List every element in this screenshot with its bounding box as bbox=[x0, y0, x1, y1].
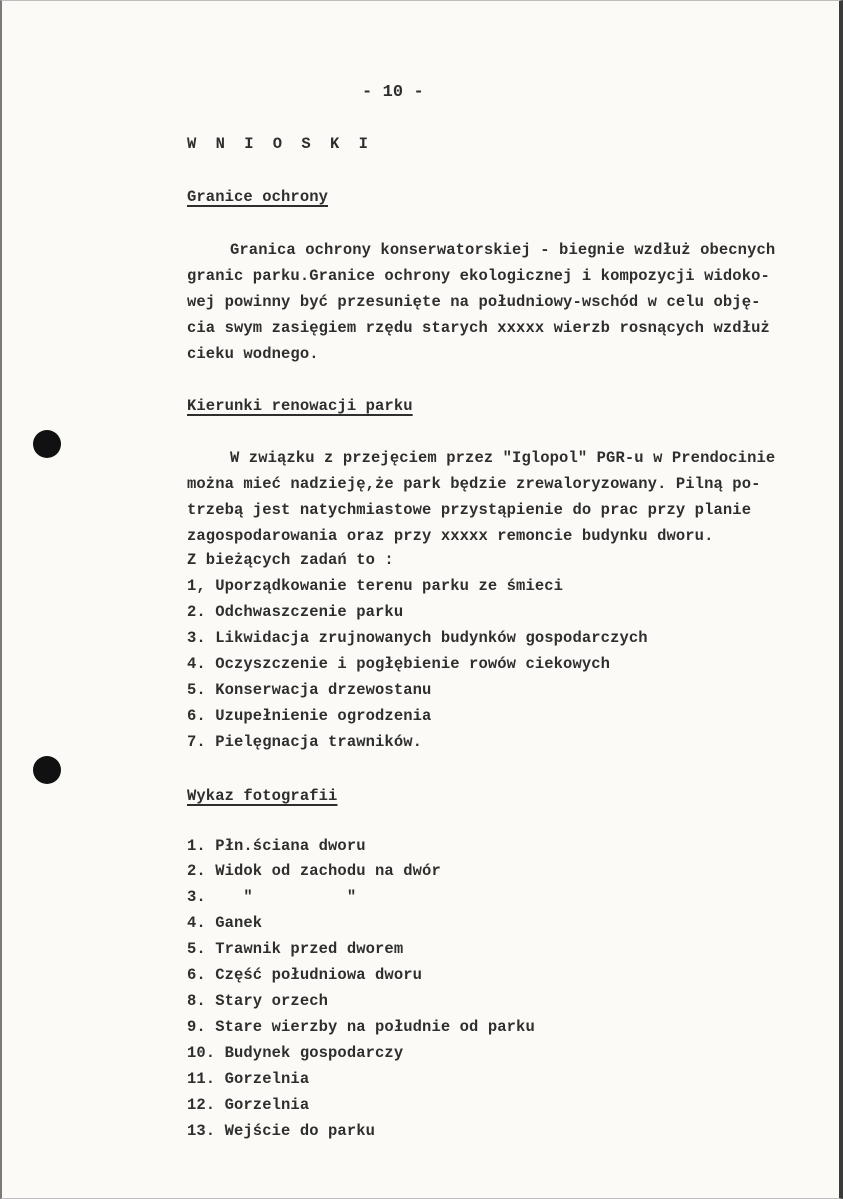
photo-list-item: 9. Stare wierzby na południe od parku bbox=[187, 1018, 535, 1036]
photo-list-item: 4. Ganek bbox=[187, 914, 263, 932]
photo-list-item: 2. Widok od zachodu na dwór bbox=[187, 862, 441, 880]
section-heading-fotografie: Wykaz fotografii bbox=[187, 787, 338, 805]
task-item: 1, Uporządkowanie terenu parku ze śmieci bbox=[187, 577, 564, 595]
paragraph-line: można mieć nadzieję,że park będzie zrewaloryzowany. Pilną po- bbox=[187, 475, 761, 493]
page-number: - 10 - bbox=[362, 83, 424, 102]
paragraph-line: cieku wodnego. bbox=[187, 345, 319, 363]
paragraph-line: cia swym zasięgiem rzędu starych xxxxx wierzb rosnących wzdłuż bbox=[187, 319, 770, 337]
photo-list-item: 8. Stary orzech bbox=[187, 992, 329, 1010]
photo-list-item: 3. " " bbox=[187, 888, 357, 906]
photo-list-item: 6. Część południowa dworu bbox=[187, 966, 423, 984]
paragraph-line: zagospodarowania oraz przy xxxxx remoncie budynku dworu. bbox=[187, 527, 714, 545]
task-item: 4. Oczyszczenie i pogłębienie rowów ciekowych bbox=[187, 655, 611, 673]
task-item: 3. Likwidacja zrujnowanych budynków gospodarczych bbox=[187, 629, 648, 647]
paragraph-line: Z bieżących zadań to : bbox=[187, 551, 394, 569]
punch-hole-top bbox=[33, 430, 61, 458]
photo-list-item: 1. Płn.ściana dworu bbox=[187, 837, 366, 855]
task-item: 7. Pielęgnacja trawników. bbox=[187, 733, 423, 751]
task-item: 2. Odchwaszczenie parku bbox=[187, 603, 404, 621]
task-item: 6. Uzupełnienie ogrodzenia bbox=[187, 707, 432, 725]
paragraph-line: wej powinny być przesunięte na południowy-wschód w celu obję- bbox=[187, 293, 761, 311]
page-title: W N I O S K I bbox=[187, 135, 373, 153]
photo-list-item: 11. Gorzelnia bbox=[187, 1070, 310, 1088]
punch-hole-bottom bbox=[33, 756, 61, 784]
paragraph-line: Granica ochrony konserwatorskiej - biegnie wzdłuż obecnych bbox=[230, 241, 776, 259]
task-item: 5. Konserwacja drzewostanu bbox=[187, 681, 432, 699]
paragraph-line: trzebą jest natychmiastowe przystąpienie do prac przy planie bbox=[187, 501, 752, 519]
photo-list-item: 5. Trawnik przed dworem bbox=[187, 940, 404, 958]
photo-list-item: 13. Wejście do parku bbox=[187, 1122, 376, 1140]
paragraph-line: granic parku.Granice ochrony ekologicznej i kompozycji widoko- bbox=[187, 267, 770, 285]
paragraph-line: W związku z przejęciem przez "Iglopol" PGR-u w Prendocinie bbox=[230, 449, 776, 467]
photo-list-item: 12. Gorzelnia bbox=[187, 1096, 310, 1114]
section-heading-kierunki: Kierunki renowacji parku bbox=[187, 397, 413, 415]
photo-list-item: 10. Budynek gospodarczy bbox=[187, 1044, 404, 1062]
section-heading-granice: Granice ochrony bbox=[187, 188, 329, 206]
